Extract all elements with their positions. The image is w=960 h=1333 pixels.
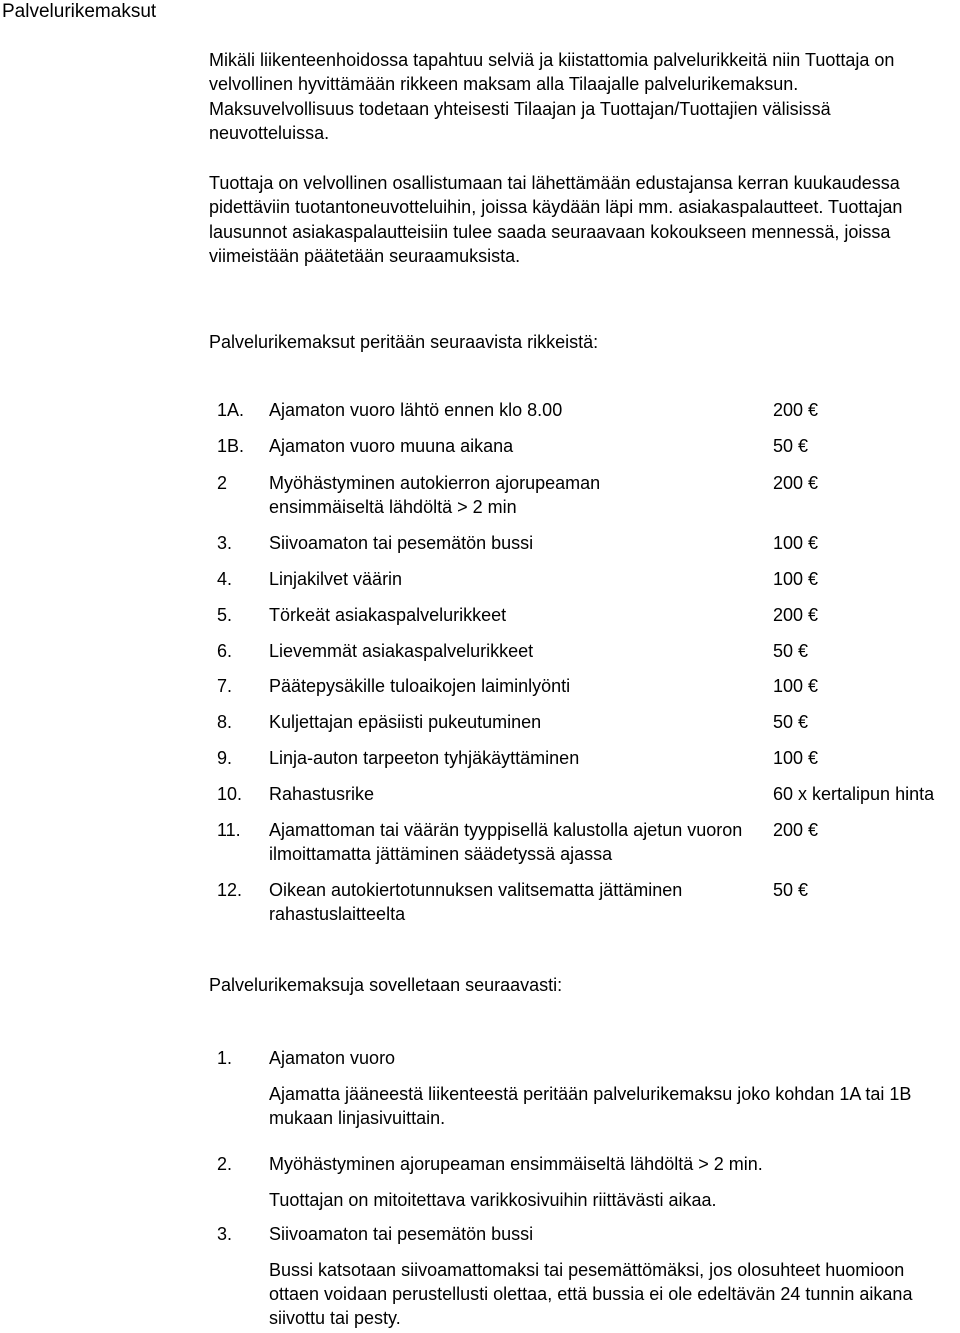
fee-amount: 100 € [773,533,819,553]
fee-description: Kuljettajan epäsiisti pukeutuminen [269,712,542,732]
fee-number: 1B. [217,436,245,456]
fee-amount: 200 € [773,400,819,420]
fee-description: Myöhästyminen autokierron ajorupeaman ensimmäiseltä lähdöltä > 2 min [269,473,601,517]
fee-number: 5. [217,605,233,625]
fee-number: 12. [217,880,243,900]
fee-amount: 200 € [773,473,819,493]
rule-number: 3. [217,1224,233,1244]
fee-number: 7. [217,676,233,696]
meeting-paragraph: Tuottaja on velvollinen osallistumaan tai lähettämään edustajansa kerran kuukaudessa pidettäviin tuotantoneuvotteluihin, joissa käydään läpi mm. asiakaspalautteet. Tuottajan lausunnot asiakaspalautteisiin tulee saada seuraavaan kokoukseen mennessä, joissa viimeistään päätetään seuraamuksista. [209,173,903,267]
fees-intro: Palvelurikemaksut peritään seuraavista rikkeistä: [209,332,599,352]
fee-amount: 100 € [773,569,819,589]
fee-description: Rahastusrike [269,784,375,804]
rule-title: Siivoamaton tai pesemätön bussi [269,1224,534,1244]
fee-description: Päätepysäkille tuloaikojen laiminlyönti [269,676,571,696]
rule-detail: Bussi katsotaan siivoamattomaksi tai pesemättömäksi, jos olosuhteet huomioon ottaen voidaan perustellusti olettaa, että bussia ei ole edeltävän 24 tunnin aikana siivottu tai pesty. [269,1260,913,1328]
fee-description: Linja-auton tarpeeton tyhjäkäyttäminen [269,748,580,768]
fee-description: Oikean autokiertotunnuksen valitsematta jättäminen rahastuslaitteelta [269,880,683,924]
fee-number: 1A. [217,400,245,420]
fee-number: 6. [217,641,233,661]
rule-title: Ajamaton vuoro [269,1048,396,1068]
fee-amount: 100 € [773,676,819,696]
fee-description: Siivoamaton tai pesemätön bussi [269,533,534,553]
rule-number: 1. [217,1048,233,1068]
fee-amount: 50 € [773,712,809,732]
rule-number: 2. [217,1154,233,1174]
fee-amount: 60 x kertalipun hinta [773,784,935,804]
fee-description: Törkeät asiakaspalvelurikkeet [269,605,507,625]
rule-detail: Tuottajan on mitoitettava varikkosivuihin riittävästi aikaa. [269,1190,717,1210]
fee-number: 9. [217,748,233,768]
application-intro: Palvelurikemaksuja sovelletaan seuraavasti: [209,975,563,995]
fee-number: 4. [217,569,233,589]
intro-paragraph: Mikäli liikenteenhoidossa tapahtuu selviä ja kiistattomia palvelurikkeitä niin Tuottaja on velvollinen hyvittämään rikkeen maksam alla Tilaajalle palvelurikemaksun. Maksuvelvollisuus todetaan yhteisesti Tilaajan ja Tuottajan/Tuottajien välisissä neuvotteluissa. [209,50,895,144]
fee-description: Ajamaton vuoro lähtö ennen klo 8.00 [269,400,563,420]
fee-number: 11. [217,820,241,840]
fee-number: 3. [217,533,233,553]
rule-title: Myöhästyminen ajorupeaman ensimmäiseltä lähdöltä > 2 min. [269,1154,763,1174]
fee-amount: 50 € [773,641,809,661]
fee-number: 2 [217,473,228,493]
fee-amount: 50 € [773,880,809,900]
fee-number: 8. [217,712,233,732]
fee-description: Lievemmät asiakaspalvelurikkeet [269,641,534,661]
fee-description: Ajamaton vuoro muuna aikana [269,436,514,456]
page-title: Palvelurikemaksut [2,1,157,22]
fee-amount: 200 € [773,820,819,840]
fee-amount: 200 € [773,605,819,625]
fee-amount: 100 € [773,748,819,768]
rule-detail: Ajamatta jääneestä liikenteestä peritään palvelurikemaksu joko kohdan 1A tai 1B mukaan linjasivuittain. [269,1084,912,1128]
fee-description: Linjakilvet väärin [269,569,403,589]
fee-number: 10. [217,784,243,804]
fee-description: Ajamattoman tai väärän tyyppisellä kalustolla ajetun vuoron ilmoittamatta jättäminen säädetyssä ajassa [269,820,743,864]
fee-amount: 50 € [773,436,809,456]
